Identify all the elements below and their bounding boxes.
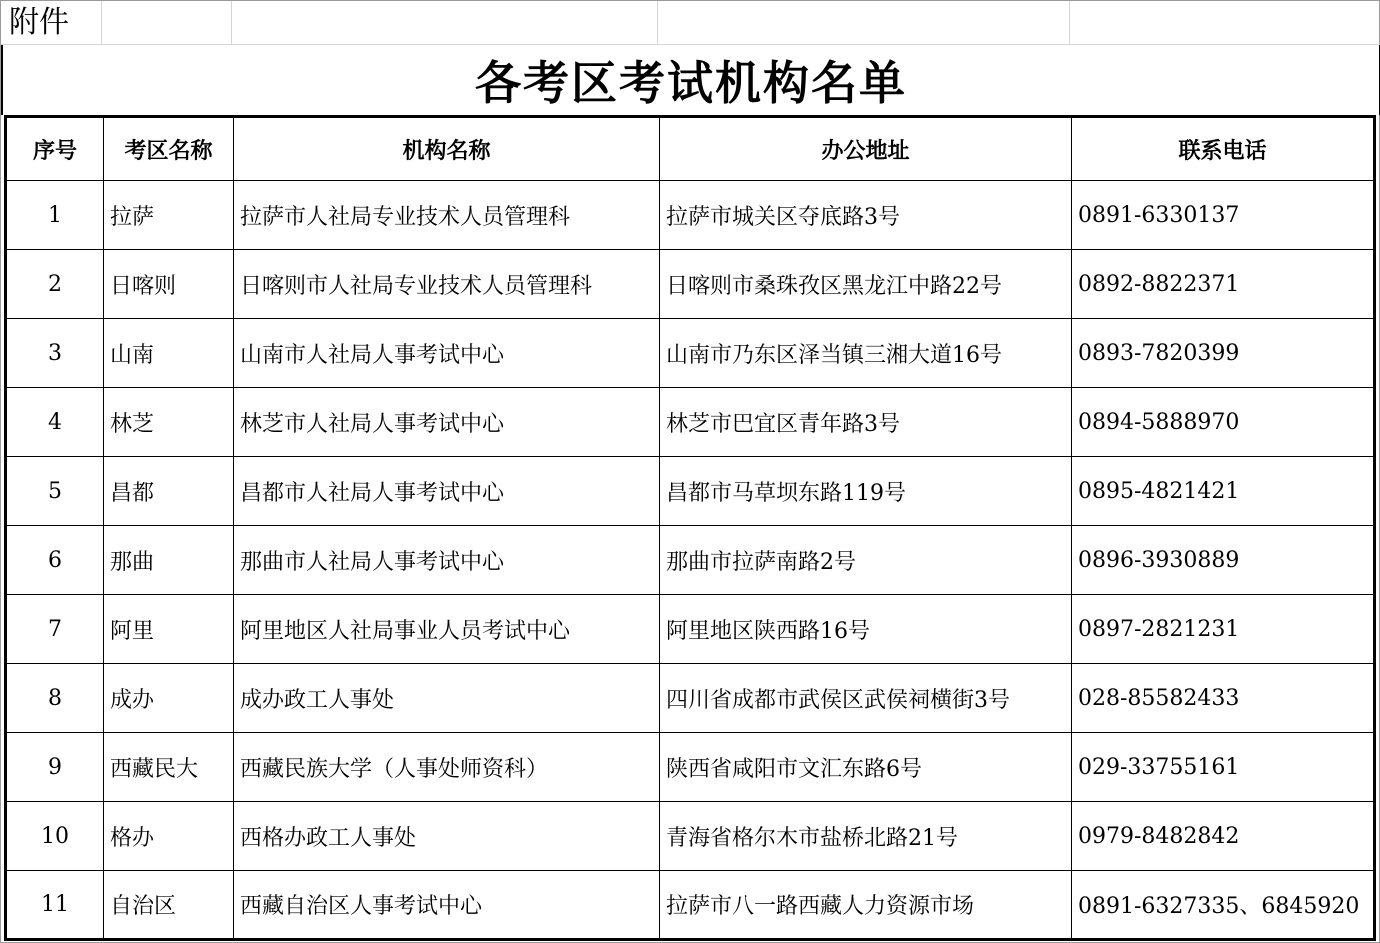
cell-address[interactable]: 那曲市拉萨南路2号: [660, 526, 1072, 595]
cell-phone[interactable]: 0895-4821421: [1072, 457, 1375, 526]
cell-phone[interactable]: 0896-3930889: [1072, 526, 1375, 595]
table-row: [6, 802, 1375, 871]
table-row: [6, 250, 1375, 319]
cell-area[interactable]: 林芝: [104, 388, 234, 457]
cell-area[interactable]: 自治区: [104, 871, 234, 940]
cell-org[interactable]: 那曲市人社局人事考试中心: [234, 526, 660, 595]
cell-no[interactable]: 8: [6, 664, 104, 733]
cell-org[interactable]: 林芝市人社局人事考试中心: [234, 388, 660, 457]
cell-org[interactable]: 拉萨市人社局专业技术人员管理科: [234, 181, 660, 250]
cell-area[interactable]: 阿里: [104, 595, 234, 664]
attachment-label[interactable]: 附件: [1, 1, 102, 45]
cell-phone[interactable]: 0979-8482842: [1072, 802, 1375, 871]
cell-address[interactable]: 山南市乃东区泽当镇三湘大道16号: [660, 319, 1072, 388]
table-row: [6, 664, 1375, 733]
cell-address[interactable]: 拉萨市八一路西藏人力资源市场: [660, 871, 1072, 940]
cell-address[interactable]: 昌都市马草坝东路119号: [660, 457, 1072, 526]
cell-area[interactable]: 格办: [104, 802, 234, 871]
cell-no[interactable]: 10: [6, 802, 104, 871]
attachment-row: [1, 1, 1380, 45]
cell-org[interactable]: 西藏民族大学（人事处师资科）: [234, 733, 660, 802]
cell-org[interactable]: 西藏自治区人事考试中心: [234, 871, 660, 940]
cell-phone[interactable]: 0893-7820399: [1072, 319, 1375, 388]
title-row: [1, 45, 1380, 115]
column-header-org[interactable]: 机构名称: [234, 117, 660, 181]
cell-address[interactable]: 四川省成都市武侯区武侯祠横街3号: [660, 664, 1072, 733]
cell-no[interactable]: 11: [6, 871, 104, 940]
cell-no[interactable]: 9: [6, 733, 104, 802]
cell-no[interactable]: 7: [6, 595, 104, 664]
cell-org[interactable]: 阿里地区人社局事业人员考试中心: [234, 595, 660, 664]
cell-phone[interactable]: 0897-2821231: [1072, 595, 1375, 664]
cell-phone[interactable]: 0891-6327335、6845920: [1072, 871, 1375, 940]
table-row: [6, 733, 1375, 802]
cell-no[interactable]: 2: [6, 250, 104, 319]
cell-area[interactable]: 山南: [104, 319, 234, 388]
column-header-no[interactable]: 序号: [6, 117, 104, 181]
cell-phone[interactable]: 0891-6330137: [1072, 181, 1375, 250]
page-title[interactable]: 各考区考试机构名单: [475, 56, 907, 110]
cell-org[interactable]: 昌都市人社局人事考试中心: [234, 457, 660, 526]
cell-no[interactable]: 3: [6, 319, 104, 388]
cell-area[interactable]: 日喀则: [104, 250, 234, 319]
table-row: [6, 595, 1375, 664]
cell-org[interactable]: 西格办政工人事处: [234, 802, 660, 871]
cell-area[interactable]: 那曲: [104, 526, 234, 595]
cell-address[interactable]: 日喀则市桑珠孜区黑龙江中路22号: [660, 250, 1072, 319]
cell-phone[interactable]: 029-33755161: [1072, 733, 1375, 802]
cell-no[interactable]: 6: [6, 526, 104, 595]
cell-area[interactable]: 昌都: [104, 457, 234, 526]
table-row: [6, 457, 1375, 526]
cell-address[interactable]: 陕西省咸阳市文汇东路6号: [660, 733, 1072, 802]
empty-cell[interactable]: [102, 1, 232, 45]
column-header-area[interactable]: 考区名称: [104, 117, 234, 181]
empty-cell[interactable]: [1070, 1, 1380, 45]
table-row: [6, 319, 1375, 388]
table-row: [6, 388, 1375, 457]
exam-institution-table: [4, 115, 1376, 941]
cell-phone[interactable]: 0892-8822371: [1072, 250, 1375, 319]
column-header-phone[interactable]: 联系电话: [1072, 117, 1375, 181]
cell-phone[interactable]: 028-85582433: [1072, 664, 1375, 733]
cell-area[interactable]: 拉萨: [104, 181, 234, 250]
cell-phone[interactable]: 0894-5888970: [1072, 388, 1375, 457]
table-row: [6, 871, 1375, 940]
cell-no[interactable]: 5: [6, 457, 104, 526]
cell-address[interactable]: 林芝市巴宜区青年路3号: [660, 388, 1072, 457]
cell-no[interactable]: 4: [6, 388, 104, 457]
table-row: [6, 181, 1375, 250]
table-row: [6, 526, 1375, 595]
column-header-address[interactable]: 办公地址: [660, 117, 1072, 181]
table-header-row: [6, 117, 1375, 181]
cell-address[interactable]: 拉萨市城关区夺底路3号: [660, 181, 1072, 250]
cell-org[interactable]: 山南市人社局人事考试中心: [234, 319, 660, 388]
cell-org[interactable]: 日喀则市人社局专业技术人员管理科: [234, 250, 660, 319]
cell-address[interactable]: 阿里地区陕西路16号: [660, 595, 1072, 664]
cell-area[interactable]: 成办: [104, 664, 234, 733]
cell-area[interactable]: 西藏民大: [104, 733, 234, 802]
cell-no[interactable]: 1: [6, 181, 104, 250]
empty-cell[interactable]: [232, 1, 658, 45]
cell-address[interactable]: 青海省格尔木市盐桥北路21号: [660, 802, 1072, 871]
empty-cell[interactable]: [658, 1, 1070, 45]
cell-org[interactable]: 成办政工人事处: [234, 664, 660, 733]
